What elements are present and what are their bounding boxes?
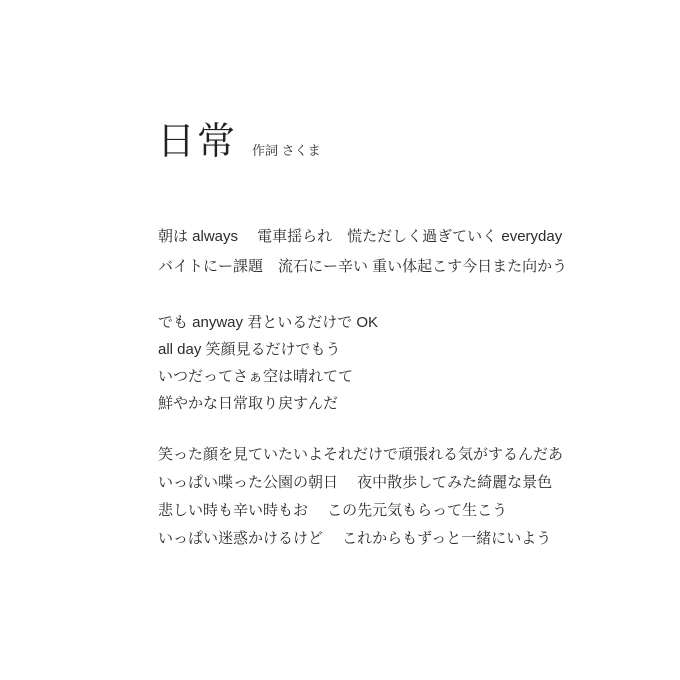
- stanza-2: [158, 309, 660, 417]
- lyric-line: 笑った顔を見ていたいよそれだけで頑張れる気がするんだあ: [158, 446, 564, 463]
- lyric-line: 朝は always 電車揺られ 慌ただしく過ぎていく everyday: [158, 228, 563, 245]
- lyric-line: all day 笑顔見るだけでもう: [158, 341, 341, 358]
- page-title: 日常: [157, 121, 238, 163]
- lyricist-credit: 作詞 さくま: [252, 143, 321, 158]
- stanza-3: [158, 441, 660, 553]
- lyric-line: いっぱい喋った公園の朝日 夜中散歩してみた綺麗な景色: [158, 474, 553, 491]
- lyric-line: いつだってさぁ空は晴れてて: [158, 368, 354, 385]
- lyric-line: 悲しい時も辛い時もお この先元気もらって生こう: [158, 502, 508, 519]
- lyric-line: いっぱい迷惑かけるけど これからもずっと一緒にいよう: [158, 530, 552, 547]
- lyric-line: 鮮やかな日常取り戻すんだ: [158, 395, 339, 412]
- stanza-1: [158, 222, 660, 282]
- lyric-line: バイトにー課題 流石にー辛い 重い体起こす今日また向かう: [158, 258, 568, 275]
- lyric-line: でも anyway 君といるだけで OK: [158, 314, 379, 331]
